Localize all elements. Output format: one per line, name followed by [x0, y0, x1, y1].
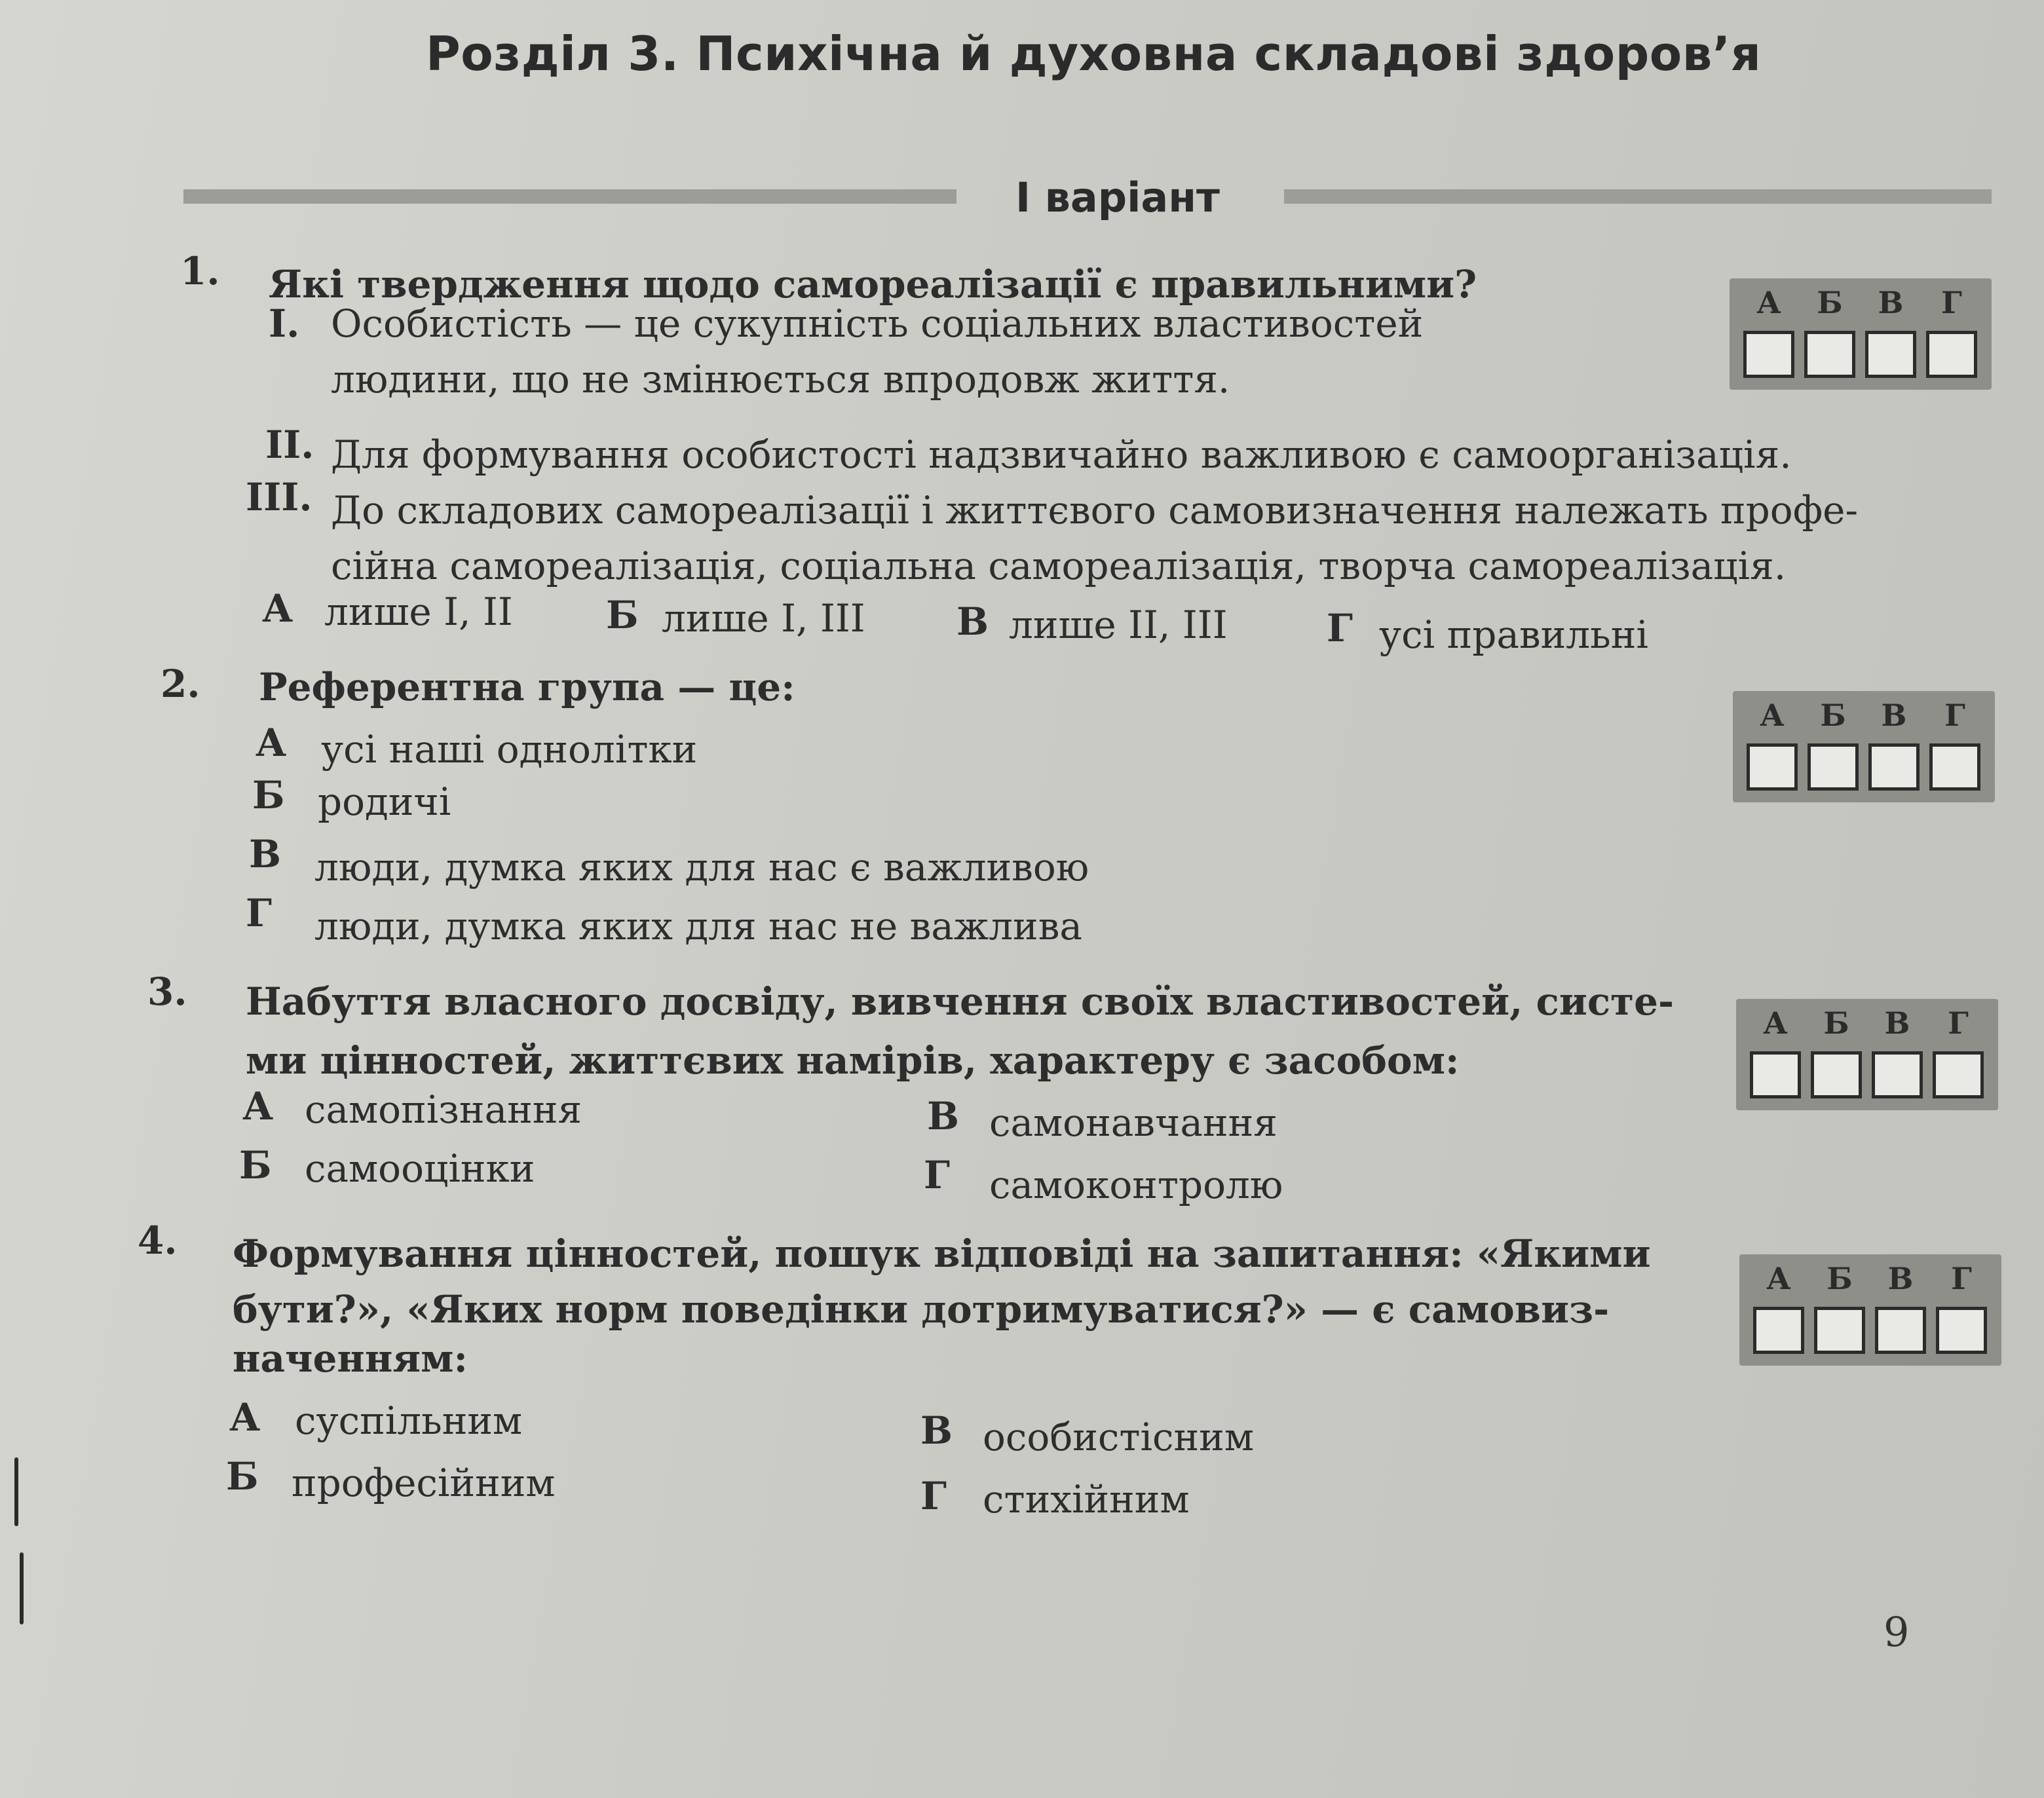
option-letter: Г [1327, 606, 1353, 650]
option-letter: В [927, 1094, 960, 1138]
option-text: особистісним [983, 1415, 1254, 1459]
variant-header [183, 174, 1992, 226]
option-letter: Б [239, 1143, 272, 1188]
answer-grid [1739, 1254, 2001, 1366]
question-text-line: бути?», «Яких норм поведінки дотримуватися?» — є самовиз- [233, 1287, 1610, 1332]
statement-line: Для формування особистості надзвичайно важливою є самоорганізація. [331, 432, 1792, 477]
option-text: усі наші однолітки [321, 727, 698, 772]
grid-letter: Г [1944, 698, 1965, 733]
option-letter: Г [924, 1153, 951, 1197]
grid-letter: А [1760, 698, 1785, 733]
answer-checkbox[interactable] [1753, 1307, 1804, 1354]
grid-letter: В [1878, 285, 1904, 320]
answer-checkbox[interactable] [1929, 743, 1980, 791]
statement-roman: II. [265, 422, 314, 467]
option-text: професійним [292, 1461, 556, 1505]
option-text: лише I, II [324, 590, 513, 634]
grid-letter: А [1766, 1261, 1791, 1296]
answer-checkbox[interactable] [1926, 331, 1977, 378]
grid-letter: Г [1951, 1261, 1972, 1296]
question-number: 4. [138, 1218, 178, 1263]
option-text: люди, думка яких для нас є важливою [314, 845, 1089, 890]
option-text: люди, думка яких для нас не важлива [314, 904, 1082, 948]
answer-checkbox[interactable] [1933, 1051, 1984, 1098]
question-text-line: наченням: [233, 1336, 468, 1381]
grid-letter: А [1763, 1005, 1788, 1041]
option-letter: Г [920, 1474, 947, 1518]
grid-letter: В [1887, 1261, 1914, 1296]
answer-checkbox[interactable] [1936, 1307, 1987, 1354]
statement-roman: I. [269, 301, 300, 346]
grid-letter: В [1884, 1005, 1910, 1041]
option-text: самооцінки [305, 1146, 535, 1191]
statement-roman: III. [246, 475, 312, 519]
answer-checkbox[interactable] [1804, 331, 1855, 378]
answer-checkbox[interactable] [1875, 1307, 1926, 1354]
question-number: 3. [147, 969, 187, 1014]
statement-line: людини, що не змінюється впродовж життя. [331, 357, 1230, 402]
option-letter: Г [246, 891, 273, 935]
answer-checkbox[interactable] [1811, 1051, 1862, 1098]
question-number: 1. [180, 249, 220, 293]
grid-letter: А [1756, 285, 1781, 320]
option-letter: В [920, 1408, 953, 1453]
option-text: стихійним [983, 1477, 1190, 1522]
option-letter: В [956, 599, 989, 644]
option-letter: Б [252, 773, 285, 817]
option-letter: Б [606, 593, 639, 637]
option-text: лише I, III [662, 596, 865, 641]
option-text: суспільним [295, 1398, 523, 1443]
grid-letter: Г [1941, 285, 1962, 320]
answer-checkbox[interactable] [1750, 1051, 1801, 1098]
answer-checkbox[interactable] [1814, 1307, 1865, 1354]
option-letter: А [242, 1084, 274, 1129]
option-letter: А [229, 1395, 261, 1440]
option-letter: А [256, 721, 287, 765]
statement-line: До складових самореалізації і життєвого самовизначення належать профе- [331, 488, 1859, 533]
answer-checkbox[interactable] [1743, 331, 1794, 378]
option-text: родичі [318, 779, 451, 824]
question-text: Референтна група — це: [259, 665, 795, 709]
question-text-line: Формування цінностей, пошук відповіді на запитання: «Якими [233, 1231, 1651, 1276]
option-letter: А [262, 586, 293, 631]
question-text-line: ми цінностей, життєвих намірів, характеру є засобом: [246, 1038, 1460, 1083]
option-text: лише II, III [1009, 603, 1228, 647]
option-letter: Б [226, 1454, 259, 1499]
question-text-line: Набуття власного досвіду, вивчення своїх властивостей, систе- [246, 979, 1675, 1024]
chapter-title: Розділ 3. Психічна й духовна складові здоров’я [426, 26, 1762, 81]
variant-rule-right [1284, 189, 1992, 204]
grid-letter: Б [1820, 698, 1846, 733]
grid-letter: Б [1826, 1261, 1853, 1296]
question-text: Які твердження щодо самореалізації є правильними? [269, 262, 1477, 307]
option-text: самонавчання [989, 1100, 1278, 1145]
binding-mark [20, 1552, 24, 1624]
answer-grid [1730, 278, 1992, 390]
option-text: самопізнання [305, 1087, 582, 1132]
answer-checkbox[interactable] [1865, 331, 1916, 378]
answer-checkbox[interactable] [1807, 743, 1859, 791]
grid-letter: Г [1948, 1005, 1969, 1041]
statement-line: Особистість — це сукупність соціальних властивостей [331, 301, 1424, 346]
variant-rule-left [183, 189, 956, 204]
binding-mark [14, 1457, 18, 1526]
page-number: 9 [1883, 1608, 1910, 1656]
answer-grid [1733, 691, 1995, 802]
question-number: 2. [161, 662, 200, 706]
option-text: усі правильні [1379, 612, 1648, 657]
grid-letter: Б [1817, 285, 1843, 320]
answer-checkbox[interactable] [1747, 743, 1798, 791]
answer-checkbox[interactable] [1872, 1051, 1923, 1098]
grid-letter: В [1881, 698, 1907, 733]
variant-label: I варіант [1015, 174, 1220, 221]
option-letter: В [249, 832, 282, 876]
grid-letter: Б [1823, 1005, 1849, 1041]
answer-grid [1736, 999, 1998, 1110]
statement-line: сійна самореалізація, соціальна самореалізація, творча самореалізація. [331, 544, 1787, 588]
answer-checkbox[interactable] [1868, 743, 1920, 791]
option-text: самоконтролю [989, 1163, 1283, 1207]
